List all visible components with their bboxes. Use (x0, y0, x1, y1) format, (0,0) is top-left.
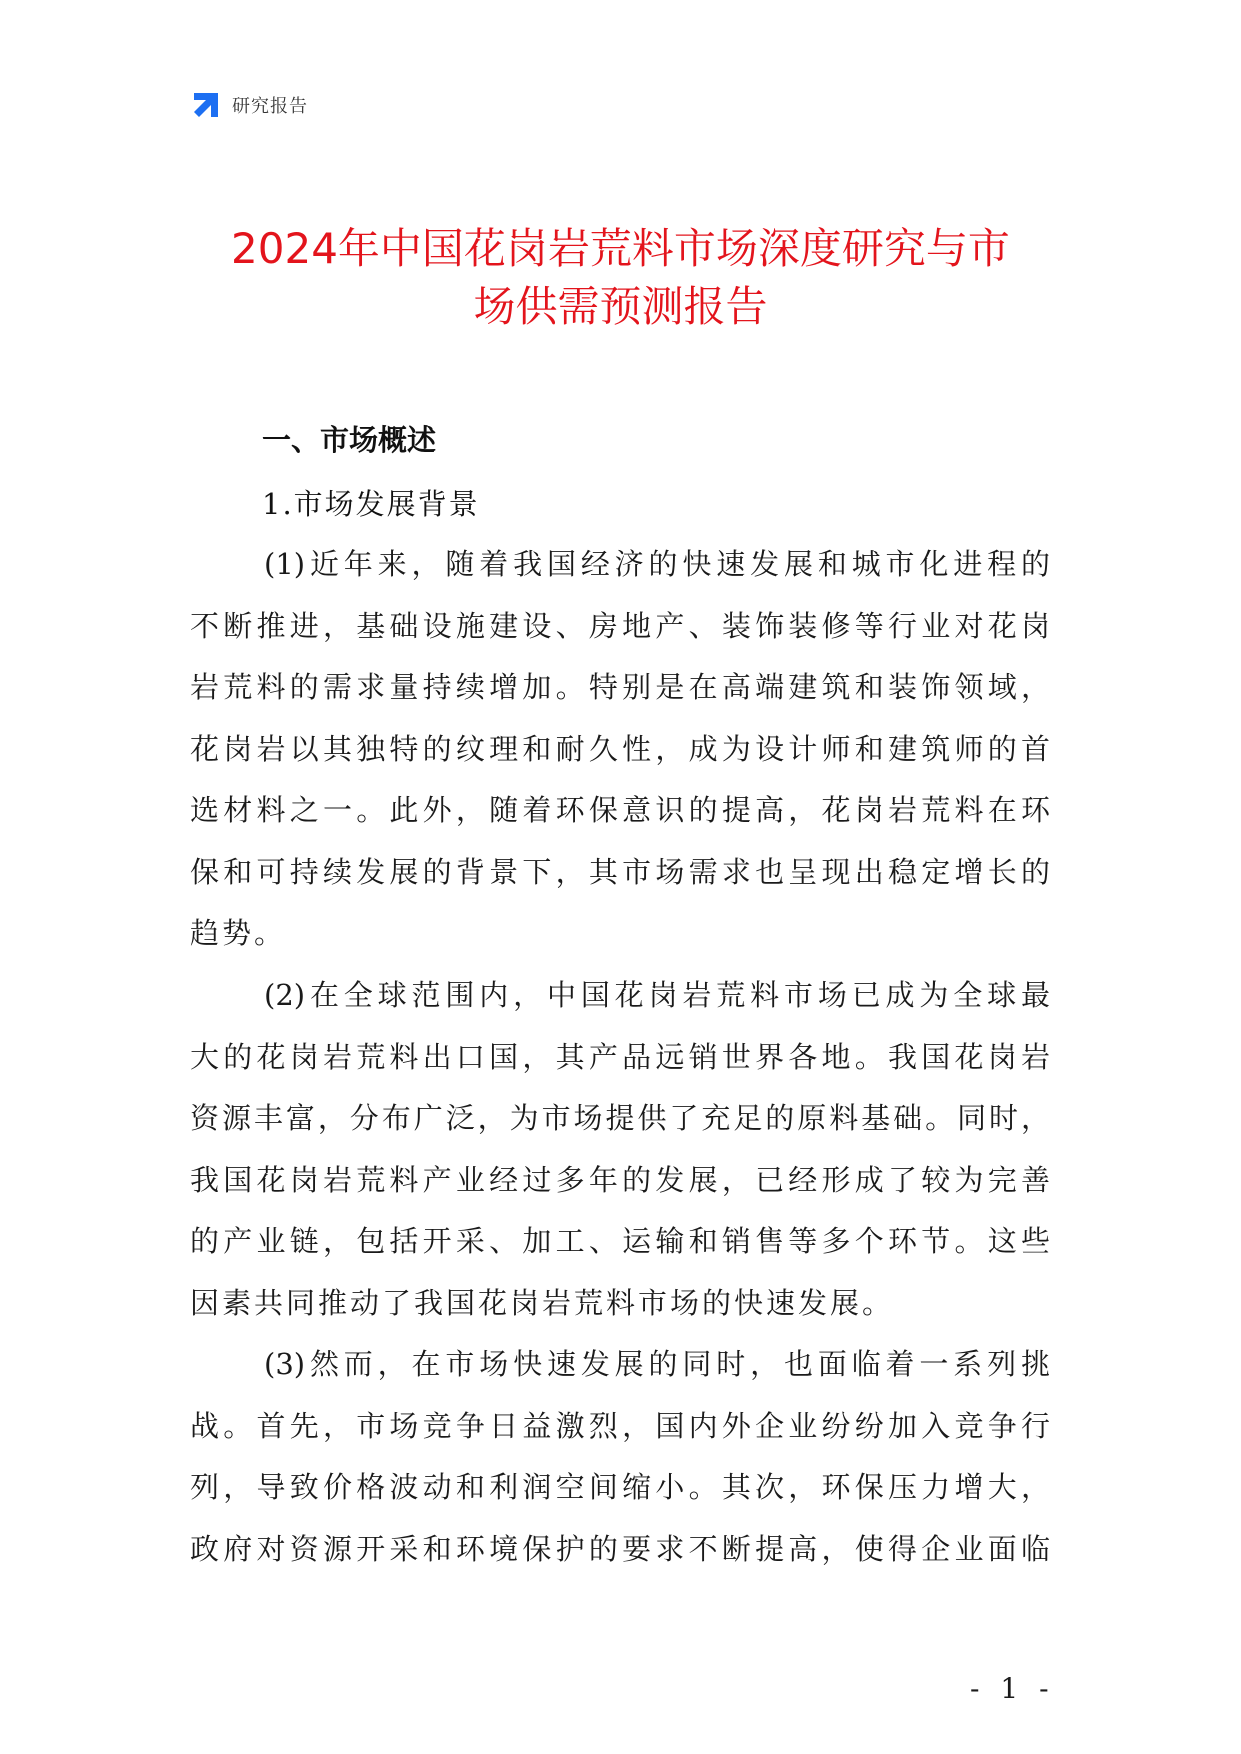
paragraph-line: (3)然而，在市场快速发展的同时，也面临着一系列挑 (264, 1347, 1050, 1381)
paragraph-line: 岩荒料的需求量持续增加。特别是在高端建筑和装饰领域， (190, 670, 1050, 704)
title-line-2: 场供需预测报告 (473, 282, 768, 331)
subsection-heading: 1.市场发展背景 (262, 487, 480, 521)
title-line-1: 2024年中国花岗岩荒料市场深度研究与市 (231, 224, 1010, 273)
paragraph-line: 选材料之一。此外，随着环保意识的提高，花岗岩荒料在环 (190, 793, 1050, 827)
header-label: 研究报告 (232, 96, 308, 117)
paragraph-line: 因素共同推动了我国花岗岩荒料市场的快速发展。 (190, 1285, 895, 1320)
paragraph-line: 不断推进，基础设施建设、房地产、装饰装修等行业对花岗 (190, 608, 1050, 643)
paragraph-line: 的产业链，包括开采、加工、运输和销售等多个环节。这些 (190, 1224, 1050, 1258)
paragraph-3 (190, 1334, 1050, 1580)
paragraph-line: 列，导致价格波动和利润空间缩小。其次，环保压力增大， (190, 1470, 1050, 1504)
paragraph-line: 大的花岗岩荒料出口国，其产品远销世界各地。我国花岗岩 (190, 1039, 1050, 1074)
paragraph-line: (1)近年来，随着我国经济的快速发展和城市化进程的 (264, 547, 1050, 581)
paragraph-1 (190, 534, 1050, 965)
paragraph-line: 战。首先，市场竞争日益激烈，国内外企业纷纷加入竞争行 (190, 1408, 1050, 1443)
arrow-up-right-logo-icon (190, 89, 222, 121)
section-heading: 一、市场概述 (262, 423, 437, 457)
page-number: - 1 - (970, 1672, 1055, 1705)
paragraph-line: 政府对资源开采和环境保护的要求不断提高，使得企业面临 (190, 1531, 1050, 1566)
paragraph-line: 资源丰富，分布广泛，为市场提供了充足的原料基础。同时， (190, 1101, 1050, 1135)
paragraph-line: 我国花岗岩荒料产业经过多年的发展，已经形成了较为完善 (190, 1162, 1050, 1197)
page-header (190, 88, 308, 122)
paragraph-2 (190, 965, 1050, 1334)
document-title (150, 220, 1091, 336)
paragraph-line: 保和可持续发展的背景下，其市场需求也呈现出稳定增长的 (190, 854, 1050, 889)
paragraph-line: 趋势。 (190, 916, 287, 950)
paragraph-line: (2)在全球范围内，中国花岗岩荒料市场已成为全球最 (264, 978, 1050, 1012)
paragraph-line: 花岗岩以其独特的纹理和耐久性，成为设计师和建筑师的首 (190, 731, 1050, 766)
